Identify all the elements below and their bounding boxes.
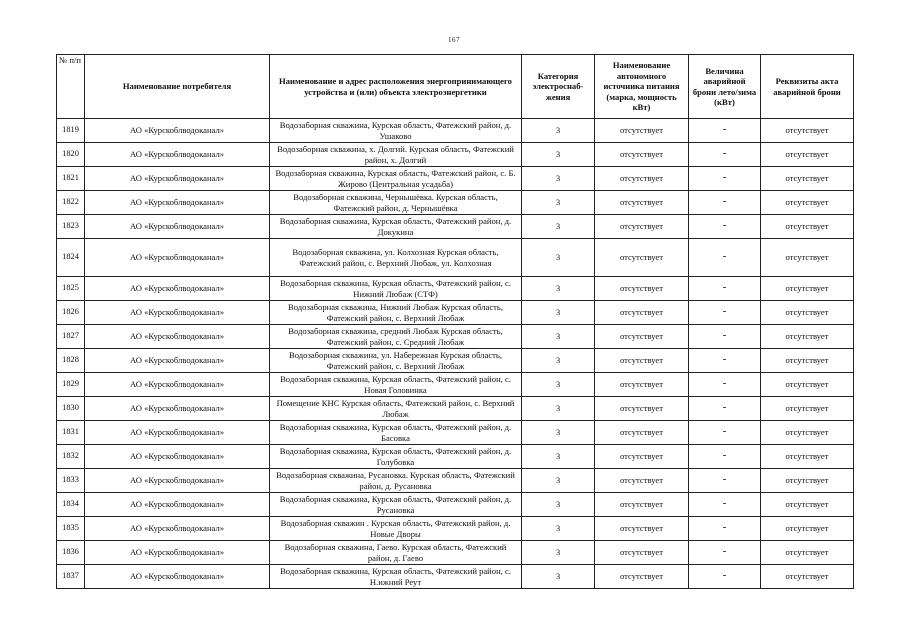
- table-row: [57, 373, 854, 397]
- cell-act: отсутствует: [761, 421, 854, 445]
- header-reserve: Величина аварийной брони лето/зима (кВт): [689, 55, 761, 119]
- table-row: [57, 397, 854, 421]
- cell-reserve: -: [689, 541, 761, 565]
- cell-consumer: АО «Курскоблводоканал»: [85, 493, 270, 517]
- table-row: [57, 143, 854, 167]
- cell-category: 3: [522, 373, 595, 397]
- cell-consumer: АО «Курскоблводоканал»: [85, 565, 270, 589]
- cell-consumer: АО «Курскоблводоканал»: [85, 445, 270, 469]
- cell-consumer: АО «Курскоблводоканал»: [85, 373, 270, 397]
- cell-act: отсутствует: [761, 373, 854, 397]
- cell-act: отсутствует: [761, 277, 854, 301]
- cell-category: 3: [522, 565, 595, 589]
- cell-num: 1830: [57, 397, 85, 421]
- table-row: [57, 325, 854, 349]
- cell-category: 3: [522, 421, 595, 445]
- table-header: [57, 55, 854, 119]
- cell-category: 3: [522, 541, 595, 565]
- cell-consumer: АО «Курскоблводоканал»: [85, 191, 270, 215]
- cell-consumer: АО «Курскоблводоканал»: [85, 301, 270, 325]
- cell-object: Водозаборная скважина, Курская область, Фатежский район, с. Новая Головинка: [270, 373, 522, 397]
- cell-category: 3: [522, 469, 595, 493]
- cell-source: отсутствует: [595, 565, 689, 589]
- table-row: [57, 277, 854, 301]
- cell-source: отсутствует: [595, 445, 689, 469]
- cell-object: Водозаборная скважин . Курская область, Фатежский район, д. Новые Дворы: [270, 517, 522, 541]
- cell-num: 1834: [57, 493, 85, 517]
- cell-act: отсутствует: [761, 301, 854, 325]
- cell-source: отсутствует: [595, 301, 689, 325]
- table-row: [57, 493, 854, 517]
- cell-source: отсутствует: [595, 349, 689, 373]
- cell-num: 1821: [57, 167, 85, 191]
- cell-object: Водозаборная скважина, Курская область, Фатежский район, д. Голубовка: [270, 445, 522, 469]
- header-consumer: Наименование потребителя: [85, 55, 270, 119]
- cell-object: Помещение КНС Курская область, Фатежский район, с. Верхний Любаж: [270, 397, 522, 421]
- table-row: [57, 119, 854, 143]
- cell-act: отсутствует: [761, 565, 854, 589]
- cell-category: 3: [522, 325, 595, 349]
- table-body: [57, 119, 854, 589]
- cell-source: отсутствует: [595, 373, 689, 397]
- cell-num: 1836: [57, 541, 85, 565]
- cell-act: отсутствует: [761, 349, 854, 373]
- cell-reserve: -: [689, 517, 761, 541]
- cell-source: отсутствует: [595, 517, 689, 541]
- cell-reserve: -: [689, 493, 761, 517]
- cell-num: 1826: [57, 301, 85, 325]
- table-row: [57, 349, 854, 373]
- cell-num: 1833: [57, 469, 85, 493]
- cell-num: 1819: [57, 119, 85, 143]
- table-row: [57, 239, 854, 277]
- cell-category: 3: [522, 277, 595, 301]
- cell-act: отсутствует: [761, 445, 854, 469]
- cell-category: 3: [522, 397, 595, 421]
- cell-consumer: АО «Курскоблводоканал»: [85, 119, 270, 143]
- table-row: [57, 469, 854, 493]
- cell-reserve: -: [689, 469, 761, 493]
- cell-source: отсутствует: [595, 239, 689, 277]
- cell-source: отсутствует: [595, 541, 689, 565]
- cell-consumer: АО «Курскоблводоканал»: [85, 215, 270, 239]
- cell-source: отсутствует: [595, 277, 689, 301]
- cell-category: 3: [522, 143, 595, 167]
- cell-num: 1820: [57, 143, 85, 167]
- cell-category: 3: [522, 167, 595, 191]
- cell-act: отсутствует: [761, 493, 854, 517]
- cell-source: отсутствует: [595, 325, 689, 349]
- page-number: 167: [448, 36, 460, 44]
- cell-source: отсутствует: [595, 397, 689, 421]
- cell-object: Водозаборная скважина, Курская область, Фатежский район, д. Русановка: [270, 493, 522, 517]
- cell-consumer: АО «Курскоблводоканал»: [85, 325, 270, 349]
- cell-num: 1824: [57, 239, 85, 277]
- table-row: [57, 191, 854, 215]
- cell-act: отсутствует: [761, 397, 854, 421]
- cell-num: 1835: [57, 517, 85, 541]
- cell-object: Водозаборная скважина, ул. Колхозная Курская область, Фатежский район, с. Верхний Любаж, ул. Колхозная: [270, 239, 522, 277]
- cell-num: 1827: [57, 325, 85, 349]
- cell-object: Водозаборная скважина, Чернышёвка. Курская область, Фатежский район, д. Чернышёвка: [270, 191, 522, 215]
- header-object: Наименование и адрес расположения энергопринимающего устройства и (или) объекта электроэнергетики: [270, 55, 522, 119]
- cell-reserve: -: [689, 167, 761, 191]
- cell-consumer: АО «Курскоблводоканал»: [85, 397, 270, 421]
- cell-num: 1823: [57, 215, 85, 239]
- cell-source: отсутствует: [595, 469, 689, 493]
- cell-object: Водозаборная скважина, Нижний Любаж Курская область, Фатежский район, с. Верхний Любаж: [270, 301, 522, 325]
- cell-act: отсутствует: [761, 541, 854, 565]
- cell-consumer: АО «Курскоблводоканал»: [85, 421, 270, 445]
- cell-reserve: -: [689, 277, 761, 301]
- cell-object: Водозаборная скважина, Курская область, Фатежский район, с. Б. Жирово (Центральная усадьба): [270, 167, 522, 191]
- header-category: Категория электроснаб-жения: [522, 55, 595, 119]
- cell-act: отсутствует: [761, 167, 854, 191]
- cell-consumer: АО «Курскоблводоканал»: [85, 349, 270, 373]
- table-row: [57, 541, 854, 565]
- cell-category: 3: [522, 119, 595, 143]
- cell-reserve: -: [689, 239, 761, 277]
- cell-source: отсутствует: [595, 215, 689, 239]
- cell-source: отсутствует: [595, 167, 689, 191]
- cell-reserve: -: [689, 191, 761, 215]
- cell-num: 1825: [57, 277, 85, 301]
- cell-act: отсутствует: [761, 469, 854, 493]
- cell-consumer: АО «Курскоблводоканал»: [85, 239, 270, 277]
- cell-consumer: АО «Курскоблводоканал»: [85, 469, 270, 493]
- cell-reserve: -: [689, 565, 761, 589]
- cell-source: отсутствует: [595, 143, 689, 167]
- cell-reserve: -: [689, 349, 761, 373]
- cell-category: 3: [522, 215, 595, 239]
- cell-object: Водозаборная скважина, средний Любаж Курская область, Фатежский район, с. Средний Любаж: [270, 325, 522, 349]
- cell-num: 1837: [57, 565, 85, 589]
- table-row: [57, 301, 854, 325]
- cell-num: 1832: [57, 445, 85, 469]
- cell-object: Водозаборная скважина, Курская область, Фатежский район, с. Нижний Любаж (СТФ): [270, 277, 522, 301]
- cell-consumer: АО «Курскоблводоканал»: [85, 517, 270, 541]
- cell-consumer: АО «Курскоблводоканал»: [85, 143, 270, 167]
- cell-reserve: -: [689, 445, 761, 469]
- cell-object: Водозаборная скважина, Гаево. Курская область, Фатежский район, д. Гаево: [270, 541, 522, 565]
- cell-reserve: -: [689, 325, 761, 349]
- cell-reserve: -: [689, 421, 761, 445]
- table-row: [57, 565, 854, 589]
- reserve-table: [56, 54, 854, 589]
- cell-category: 3: [522, 517, 595, 541]
- cell-source: отсутствует: [595, 191, 689, 215]
- cell-consumer: АО «Курскоблводоканал»: [85, 277, 270, 301]
- cell-reserve: -: [689, 215, 761, 239]
- cell-num: 1828: [57, 349, 85, 373]
- table-row: [57, 215, 854, 239]
- cell-consumer: АО «Курскоблводоканал»: [85, 541, 270, 565]
- cell-category: 3: [522, 239, 595, 277]
- cell-source: отсутствует: [595, 493, 689, 517]
- table-row: [57, 445, 854, 469]
- cell-reserve: -: [689, 143, 761, 167]
- table-row: [57, 421, 854, 445]
- cell-reserve: -: [689, 373, 761, 397]
- cell-object: Водозаборная скважина, Курская область, Фатежский район, с. Н.ижний Реут: [270, 565, 522, 589]
- table-row: [57, 517, 854, 541]
- cell-act: отсутствует: [761, 239, 854, 277]
- cell-act: отсутствует: [761, 119, 854, 143]
- cell-act: отсутствует: [761, 143, 854, 167]
- cell-object: Водозаборная скважина, х. Долгий. Курская область, Фатежский район, х. Долгий: [270, 143, 522, 167]
- cell-source: отсутствует: [595, 421, 689, 445]
- cell-num: 1822: [57, 191, 85, 215]
- cell-reserve: -: [689, 119, 761, 143]
- cell-category: 3: [522, 349, 595, 373]
- header-num: № п/п: [57, 55, 85, 119]
- cell-object: Водозаборная скважина, ул. Набережная Курская область, Фатежский район, с. Верхний Любаж: [270, 349, 522, 373]
- header-source: Наименование автономного источника питания (марка, мощность кВт): [595, 55, 689, 119]
- table-row: [57, 167, 854, 191]
- cell-object: Водозаборная скважина, Курская область, Фатежский район, д. Басовка: [270, 421, 522, 445]
- cell-num: 1829: [57, 373, 85, 397]
- cell-num: 1831: [57, 421, 85, 445]
- cell-object: Водозаборная скважина, Курская область, Фатежский район, д. Ушаково: [270, 119, 522, 143]
- cell-act: отсутствует: [761, 517, 854, 541]
- cell-category: 3: [522, 493, 595, 517]
- cell-category: 3: [522, 191, 595, 215]
- cell-category: 3: [522, 445, 595, 469]
- cell-reserve: -: [689, 301, 761, 325]
- cell-act: отсутствует: [761, 215, 854, 239]
- cell-reserve: -: [689, 397, 761, 421]
- cell-consumer: АО «Курскоблводоканал»: [85, 167, 270, 191]
- cell-act: отсутствует: [761, 325, 854, 349]
- cell-object: Водозаборная скважина, Курская область, Фатежский район, д. Докукина: [270, 215, 522, 239]
- cell-act: отсутствует: [761, 191, 854, 215]
- header-act: Реквизиты акта аварийной брони: [761, 55, 854, 119]
- cell-category: 3: [522, 301, 595, 325]
- cell-object: Водозаборная скважина, Русановка. Курская область, Фатежский район, д. Русановка: [270, 469, 522, 493]
- cell-source: отсутствует: [595, 119, 689, 143]
